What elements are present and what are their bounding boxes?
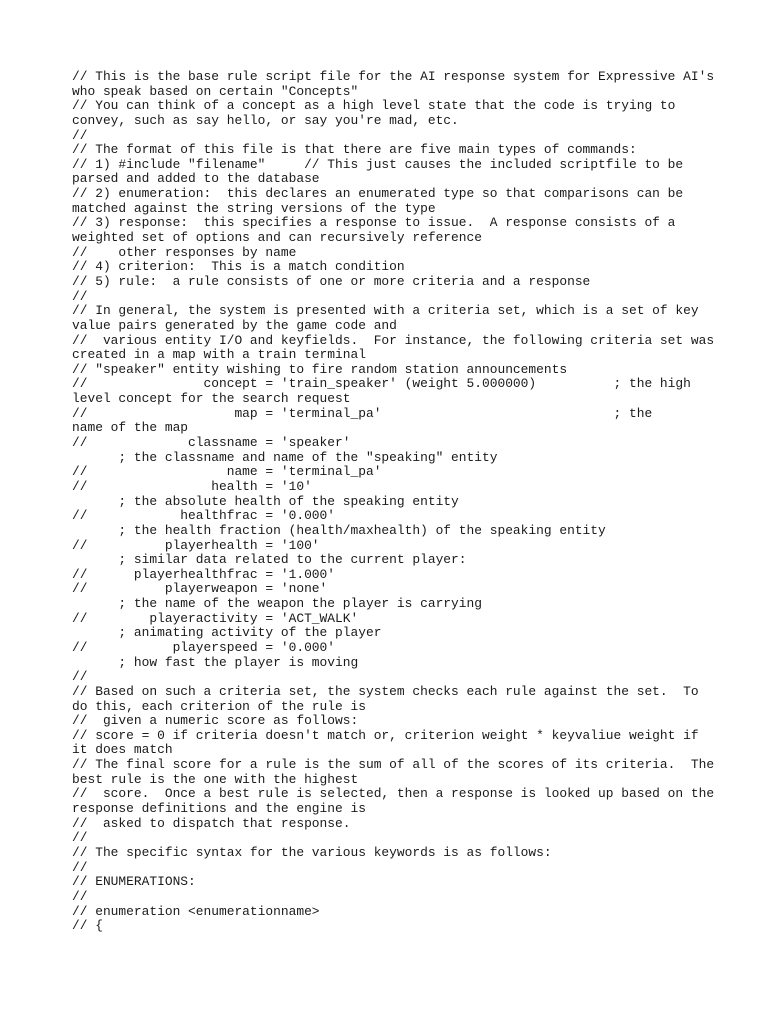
code-line: weighted set of options and can recursively reference [72, 230, 482, 246]
code-line: // asked to dispatch that response. [72, 815, 351, 831]
code-line: ; the absolute health of the speaking entity [72, 493, 459, 509]
code-line: // concept = 'train_speaker' (weight 5.000000) ; the high [72, 376, 691, 392]
code-line: // score. Once a best rule is selected, then a response is looked up based on the [72, 786, 715, 802]
code-line: // { [72, 918, 103, 934]
code-line: value pairs generated by the game code and [72, 317, 397, 333]
code-line: // playeractivity = 'ACT_WALK' [72, 610, 359, 626]
code-line: // given a numeric score as follows: [72, 713, 359, 729]
code-line: // "speaker" entity wishing to fire random station announcements [72, 361, 568, 377]
code-line: // [72, 288, 88, 304]
code-line: // [72, 830, 88, 846]
code-line: // playerhealth = '100' [72, 537, 320, 553]
code-line: // [72, 669, 88, 685]
code-line: // enumeration <enumerationname> [72, 903, 320, 919]
code-line: // [72, 859, 88, 875]
code-line: ; the health fraction (health/maxhealth) of the speaking entity [72, 522, 606, 538]
code-line: parsed and added to the database [72, 171, 320, 187]
code-line: best rule is the one with the highest [72, 771, 359, 787]
code-line: // [72, 127, 88, 143]
code-line: // various entity I/O and keyfields. For instance, the following criteria set was [72, 332, 715, 348]
code-line: ; the classname and name of the "speaking" entity [72, 449, 498, 465]
code-line: // The format of this file is that there are five main types of commands: [72, 142, 637, 158]
code-line: // [72, 888, 88, 904]
code-line: matched against the string versions of the type [72, 200, 436, 216]
code-line: ; similar data related to the current player: [72, 552, 467, 568]
code-line: do this, each criterion of the rule is [72, 698, 366, 714]
code-line: // playerweapon = 'none' [72, 581, 328, 597]
script-text-body [72, 69, 715, 934]
code-line: // 4) criterion: This is a match condition [72, 259, 405, 275]
code-line: // other responses by name [72, 244, 297, 260]
code-line: level concept for the search request [72, 391, 351, 407]
code-line: // score = 0 if criteria doesn't match or, criterion weight * keyvaliue weight if [72, 727, 699, 743]
code-line: who speak based on certain "Concepts" [72, 83, 359, 99]
code-line: // playerhealthfrac = '1.000' [72, 566, 336, 582]
code-line: // name = 'terminal_pa' [72, 464, 382, 480]
code-line: // 5) rule: a rule consists of one or more criteria and a response [72, 273, 591, 289]
code-line: // 2) enumeration: this declares an enumerated type so that comparisons can be [72, 186, 684, 202]
code-line: // This is the base rule script file for the AI response system for Expressive AI's [72, 69, 715, 84]
code-line: response definitions and the engine is [72, 801, 366, 817]
code-line: // 3) response: this specifies a response to issue. A response consists of a [72, 215, 676, 231]
code-line: // The specific syntax for the various keywords is as follows: [72, 844, 552, 860]
code-line: name of the map [72, 420, 189, 436]
code-line: // The final score for a rule is the sum of all of the scores of its criteria. The [72, 757, 715, 773]
code-line: // 1) #include "filename" // This just causes the included scriptfile to be [72, 156, 684, 172]
code-line: // Based on such a criteria set, the system checks each rule against the set. To [72, 683, 699, 699]
code-line: // map = 'terminal_pa' ; the [72, 405, 653, 421]
code-line: ; the name of the weapon the player is carrying [72, 596, 482, 612]
code-line: ; how fast the player is moving [72, 654, 359, 670]
code-line: convey, such as say hello, or say you're mad, etc. [72, 112, 459, 128]
code-line: ; animating activity of the player [72, 625, 382, 641]
code-line: // In general, the system is presented with a criteria set, which is a set of key [72, 303, 699, 319]
code-line: // classname = 'speaker' [72, 435, 351, 451]
code-line: // ENUMERATIONS: [72, 874, 196, 890]
code-line: // healthfrac = '0.000' [72, 508, 336, 524]
code-line: created in a map with a train terminal [72, 347, 366, 363]
code-line: // You can think of a concept as a high level state that the code is trying to [72, 98, 676, 114]
code-line: it does match [72, 742, 173, 758]
code-line: // playerspeed = '0.000' [72, 639, 336, 655]
code-line: // health = '10' [72, 478, 312, 494]
